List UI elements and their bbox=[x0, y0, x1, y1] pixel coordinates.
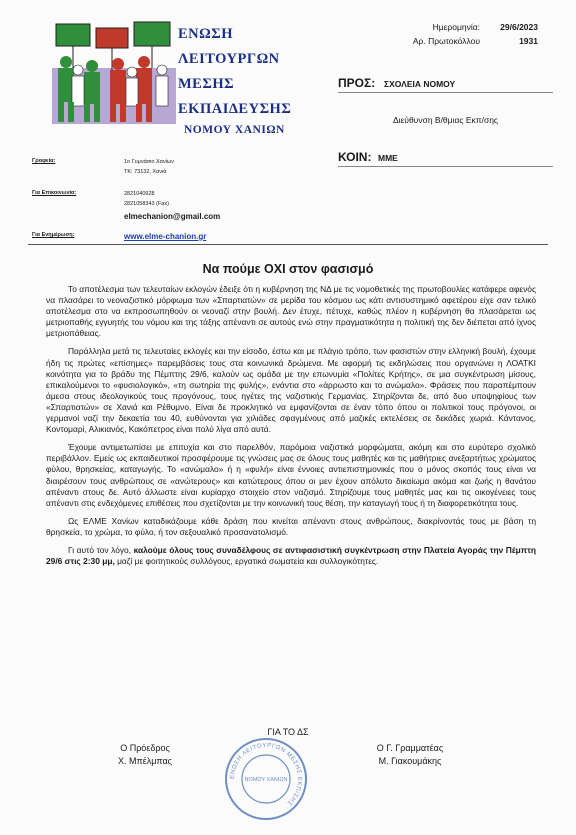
to-label: ΠΡΟΣ: bbox=[338, 76, 376, 90]
president-name: Χ. Μπέλμπας bbox=[117, 756, 173, 766]
official-stamp bbox=[222, 735, 310, 823]
secretary-name: Μ. Γιακουμάκης bbox=[378, 756, 442, 766]
paragraph-5-end: μαζί με φοιτητικούς συλλόγους, εργατικά σωματεία και συλλογικότητες. bbox=[114, 556, 379, 567]
paragraph-2: Παράλληλα μετά τις τελευταίες εκλογές και την είσοδο, έστω και με πλάγιο τρόπο, των φασιστών στην ελληνική βουλή, έχουμε ήδη τις πρώτες «επίσημες» παρεμβάσεις τους στα κοινωνικά δρώμενα. Με αφορμή τις εκδηλώσεις που οργανώνει η ΛΟΑΤΚΙ κοινότητα για το βράδυ της Πέμπτης 29/6, καλούν ως ομάδα με την επωνυμία «Πολίτες Κρήτης», σε μια συγκέντρωση μίσους, επικαλούμενοι το «φυσιολογικό», «τη σωτηρία της φυλής», ενάντια στο «άρρωστο και το ανώμαλο». Φράσεις που παραπέμπουν άμεσα στους ιδεολογικούς τους προγόνους, τους ηγέτες της ναζιστικής Γερμανίας. Στηρίζονται δε, από δυο υποψηφίους των «Σπαρτιατών» σε Χανιά και Ρέθυμνο. Είναι δε προκλητικό να εμφανίζονται σε έναν τόπο όπου οι πολιτικοί τους πρόγονοι, οι γερμανοί ναζί την δεκαετία του 40, ευθύνονται για χιλιάδες σφαγμένους από μαζικές εκτελέσεις σε δεκάδες χωριά. Κάντανος, Κοντομαρί, Αλικιανός, Κακόπετρος είναι πολύ λίγα από αυτά. bbox=[46, 346, 536, 435]
koin-row bbox=[338, 150, 553, 167]
board-label: ΓΙΑ ΤΟ ΔΣ bbox=[267, 727, 309, 737]
date-value: 29/6/2023 bbox=[500, 22, 538, 32]
letter-body bbox=[46, 284, 536, 574]
org-name-sub: ΝΟΜΟΥ ΧΑΝΙΩΝ bbox=[184, 124, 285, 136]
email-link[interactable]: elmechanion@gmail.com bbox=[124, 212, 221, 221]
org-name-line-2: ΛΕΙΤΟΥΡΓΩΝ bbox=[178, 51, 280, 67]
org-name-line-1: ΕΝΩΣΗ bbox=[178, 26, 234, 42]
header-divider bbox=[28, 244, 548, 245]
secretary-role: Ο Γ. Γραμματέας bbox=[376, 743, 444, 753]
address-line-2: ΤΚ: 73132, Χανιά bbox=[124, 169, 167, 175]
org-name-line-4: ΕΚΠΑΙΔΕΥΣΗΣ bbox=[178, 101, 292, 117]
org-name bbox=[178, 22, 291, 136]
phone-1: 2821040928 bbox=[124, 191, 155, 197]
paragraph-5-start: Γι αυτό τον λόγο, bbox=[68, 544, 134, 555]
to-extra: Διεύθυνση Β/θμιας Εκπ/σης bbox=[392, 115, 499, 125]
president-signature bbox=[90, 742, 200, 768]
protocol-value: 1931 bbox=[519, 36, 538, 46]
paragraph-3: Έχουμε αντιμετωπίσει με επιτυχία και στο παρελθόν, παρόμοια ναζιστικά μορφώματα, ακόμη και στο ευρύτερο σχολικό περιβάλλον. Εμείς ως εκπαιδευτικοί προσφέρουμε τις γνώσεις μας σε όλους τους μαθητές και τις μαθήτριες ανεξαρτήτως χρώματος φύλου, θρησκείας, καταγωγής. Το «ανώμαλο» ή η «φυλή» είναι έννοιες αντιεπιστημονικές που ο μόνος σκοπός τους είναι να διαιρέσουν τους ανθρώπους σε «ανώτερους» και κατώτερους όπου οι μεν έχουν απόλυτο δικαίωμα ακόμα και ζωής η θανάτου απέναντι στους δε. Αυτό άλλωστε είναι κυρίαρχο στοιχείο στον ναζισμό. Στηρίζουμε τους μαθητές μας και τις οικογένειες τους απέναντι στις ενδεχόμενες επιθέσεις που σχετίζονται με την κοινωνική τους θέση, την καταγωγή τους ή τη διαφορετικότητα τους. bbox=[46, 442, 536, 508]
svg-text:ΝΟΜΟΥ ΧΑΝΙΩΝ: ΝΟΜΟΥ ΧΑΝΙΩΝ bbox=[244, 777, 288, 783]
secretary-signature bbox=[350, 742, 470, 768]
org-name-line-3: ΜΕΣΗΣ bbox=[178, 76, 235, 92]
paragraph-5-bold: καλούμε όλους τους συναδέλφους σε αντιφασιστική συγκέντρωση στην Πλατεία Αγοράς την Πέμπτη 29/6 στις 2:30 μμ, bbox=[46, 544, 537, 567]
phone-label: Για Επικοινωνία: bbox=[32, 190, 77, 196]
document-meta bbox=[413, 20, 538, 48]
paragraph-5 bbox=[46, 545, 536, 567]
web-link[interactable]: www.elme-chanion.gr bbox=[124, 232, 207, 241]
koin-value: ΜΜΕ bbox=[378, 153, 398, 163]
paragraph-4: Ως ΕΛΜΕ Χανίων καταδικάζουμε κάθε δράση που κινείται απέναντι στους ανθρώπους, διακρίνοντάς τους με βάση τη θρησκεία, το χρώμα, το φύλο, ή τον σεξουαλικό προσανατολισμό. bbox=[46, 515, 536, 537]
paragraph-1: Το αποτέλεσμα των τελευταίων εκλογών έδειξε ότι η κυβέρνηση της ΝΔ με τις νομοθετικές της πρωτοβουλίες κατάφερε αφενός να πλασάρει το νεοναζιστικό μόρφωμα των «Σπαρτιατών» σε μερίδα του κόσμου ως κάτι αντισυστημικό αφετέρου είχε σαν τελικό αποτέλεσμα στο να εκπροσωπηθούν οι νεοναζί στην βουλή. Δεν έτυχε, πέτυχε, καθώς πλέον η κυβέρνηση θα πλασάρεται ως μετριοπαθής εγγυητής του νόμου και της τάξης απέναντι σε αυτούς ενώ στην πραγματικότητα η πολιτική της δεν διέπεται από ίχνος μετριοπάθειας. bbox=[46, 284, 536, 339]
president-role: Ο Πρόεδρος bbox=[120, 743, 170, 753]
date-label: Ημερομηνία: bbox=[432, 22, 480, 32]
svg-text:ΕΝΩΣΗ ΛΕΙΤΟΥΡΓΩΝ ΜΕΣΗΣ ΕΚΠ/ΣΗΣ: ΕΝΩΣΗ ΛΕΙΤΟΥΡΓΩΝ ΜΕΣΗΣ ΕΚΠ/ΣΗΣ bbox=[229, 742, 303, 807]
web-label: Για Ενημέρωση: bbox=[32, 232, 75, 238]
elme-logo bbox=[48, 18, 178, 130]
to-value: ΣΧΟΛΕΙΑ ΝΟΜΟΥ bbox=[384, 79, 456, 89]
phone-2: 2821058343 (Fax) bbox=[124, 201, 169, 207]
koin-label: ΚΟΙΝ: bbox=[338, 150, 372, 164]
letter-title: Να πούμε ΟΧΙ στον φασισμό bbox=[202, 262, 374, 276]
address-line-1: 1ο Γυμνάσιο Χανίων bbox=[124, 159, 174, 165]
protocol-label: Αρ. Πρωτοκόλλου bbox=[412, 36, 480, 46]
recipients-block bbox=[338, 76, 553, 125]
address-label: Γραφεία: bbox=[32, 158, 56, 164]
